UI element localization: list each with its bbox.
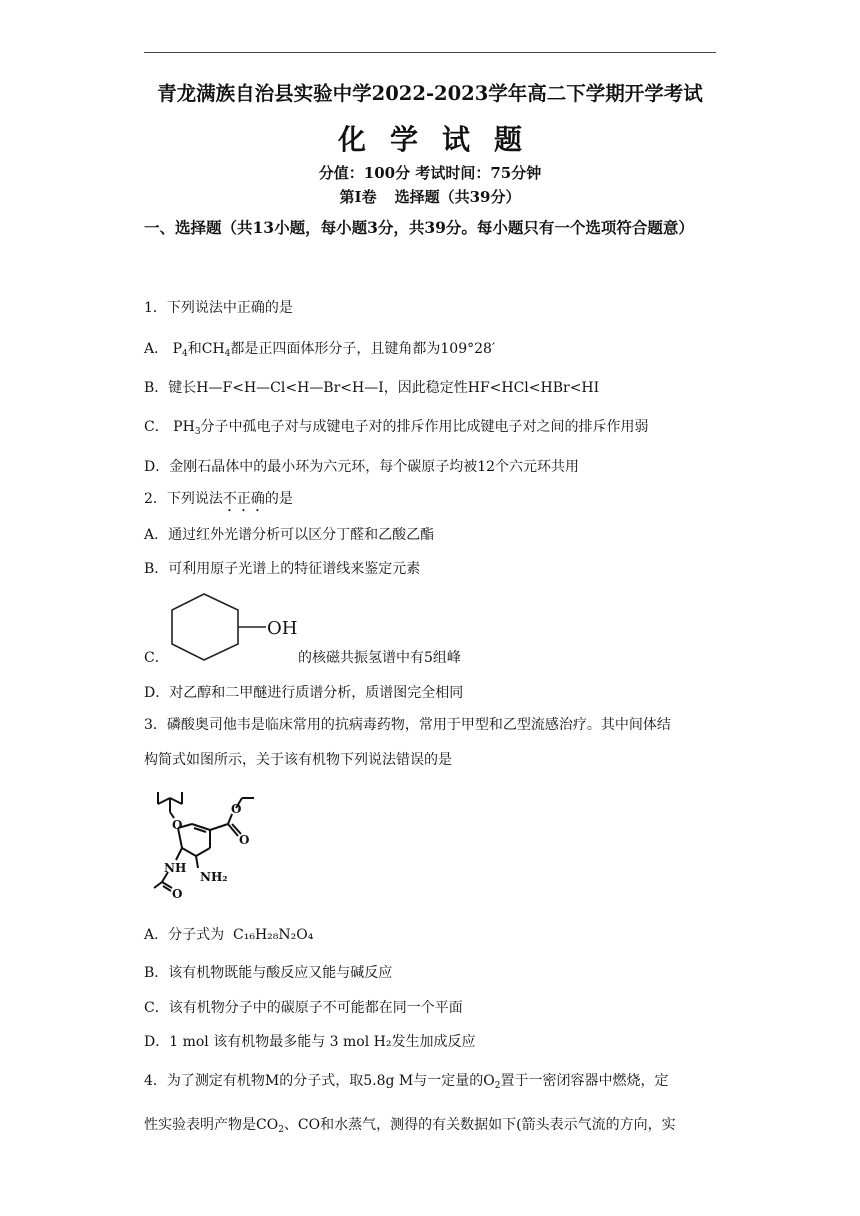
q1-option-b: B．键长H—F<H—Cl<H—Br<H—I，因此稳定性HF<HCl<HBr<HI bbox=[144, 380, 600, 396]
section-heading: 一、选择题（共13小题，每小题3分，共39分。每小题只有一个选项符合题意） bbox=[144, 218, 694, 237]
q2-option-d: D．对乙醇和二甲醚进行质谱分析，质谱图完全相同 bbox=[144, 685, 464, 701]
q4-line2: 性实验表明产物是$CO_2$、CO和水蒸气，测得的有关数据如下(箭头表示气流的方向，实 bbox=[144, 1117, 676, 1135]
q3-option-c: C．该有机物分子中的碳原子不可能都在同一个平面 bbox=[144, 1000, 463, 1016]
q3-option-d: D．1 mol 该有机物最多能与 3 mol H₂发生加成反应 bbox=[144, 1034, 476, 1050]
ether-oxygen-label: O bbox=[172, 818, 183, 832]
subject-title: 化学试题 bbox=[337, 123, 546, 156]
header-rule bbox=[144, 52, 716, 53]
q2-option-c-text: 的核磁共振氢谱中有5组峰 bbox=[298, 650, 461, 666]
school-title: 青龙满族自治县实验中学2022-2023学年高二下学期开学考试 bbox=[157, 82, 703, 105]
q1-stem: 1．下列说法中正确的是 bbox=[144, 300, 293, 316]
q1-option-d: D．金刚石晶体中的最小环为六元环，每个碳原子均被12个六元环共用 bbox=[144, 459, 580, 475]
q4-line1: 4．为了测定有机物M的分子式，取5.8g M与一定量的$O_2$置于一密闭容器中燃烧，定 bbox=[144, 1073, 669, 1091]
q3-stem-line1: 3．磷酸奥司他韦是临床常用的抗病毒药物，常用于甲型和乙型流感治疗。其中间体结 bbox=[144, 717, 671, 733]
q2-option-a: A．通过红外光谱分析可以区分丁醛和乙酸乙酯 bbox=[144, 527, 435, 543]
q3-stem-line2: 构简式如图所示，关于该有机物下列说法错误的是 bbox=[144, 752, 452, 768]
hydroxyl-label: OH bbox=[267, 618, 298, 639]
q1-option-a: A． $P_4$和$CH_4$都是正四面体形分子，且键角都为109°28′ bbox=[144, 341, 496, 359]
cyclohexanol-structure bbox=[168, 592, 308, 666]
amide-oxygen-label: O bbox=[172, 887, 183, 900]
q3-option-a: A．分子式为 C₁₆H₂₈N₂O₄ bbox=[144, 927, 314, 943]
q3-option-b: B．该有机物既能与酸反应又能与碱反应 bbox=[144, 965, 393, 981]
volume-heading bbox=[0, 186, 860, 207]
ester-oxygen-label: O bbox=[231, 802, 242, 816]
carbonyl-oxygen-label: O bbox=[239, 833, 250, 847]
q2-emphasis: 不正确 bbox=[222, 491, 265, 507]
exam-info: 分值：100分 考试时间：75分钟 bbox=[318, 164, 542, 182]
amide-nh-label: NH bbox=[164, 861, 187, 875]
q1-option-c: C． $PH_3$分子中孤电子对与成键电子对的排斥作用比成键电子对之间的排斥作用弱 bbox=[144, 419, 649, 437]
oseltamivir-intermediate-structure bbox=[150, 784, 270, 900]
q2-option-c-label: C． bbox=[144, 650, 169, 666]
volume-label: 第Ⅰ卷 bbox=[339, 188, 377, 206]
q2-stem: 2．下列说法不正确的是 bbox=[144, 491, 293, 507]
q2-option-b: B．可利用原子光谱上的特征谱线来鉴定元素 bbox=[144, 561, 421, 577]
volume-desc: 选择题（共39分） bbox=[394, 188, 521, 206]
amine-nh2-label: NH₂ bbox=[200, 870, 228, 884]
